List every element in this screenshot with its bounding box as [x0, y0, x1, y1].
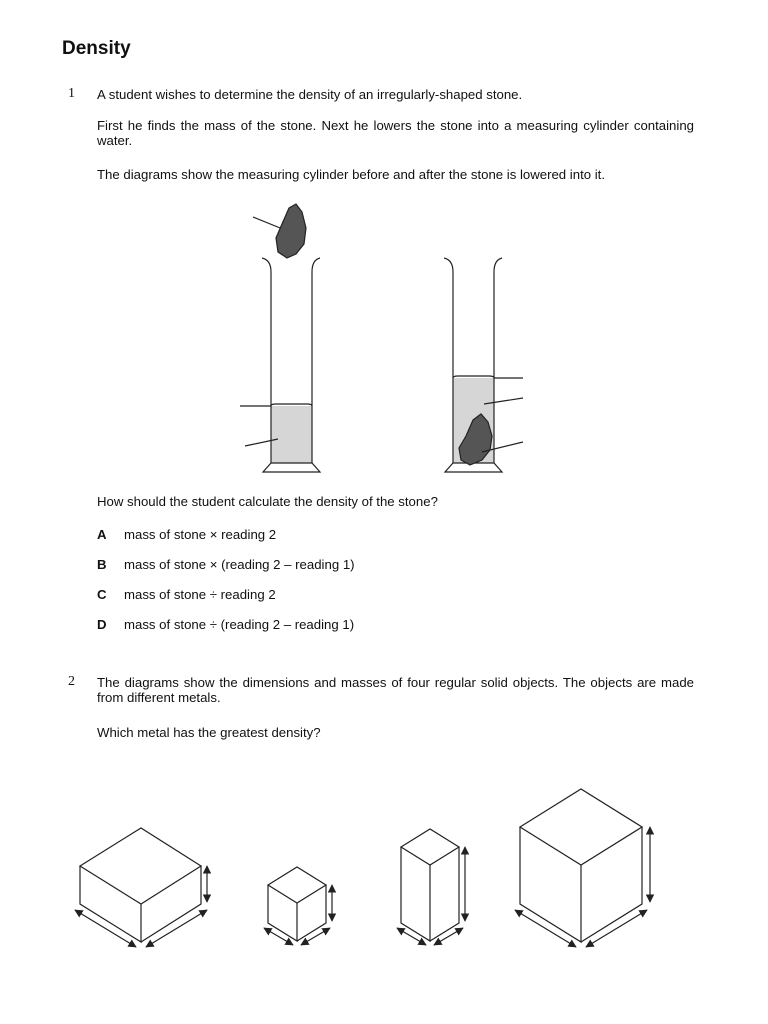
question-1-diagram-caption: The diagrams show the measuring cylinder before and after the stone is lowered into it.	[97, 167, 605, 182]
option-b-letter[interactable]: B	[97, 557, 107, 572]
question-2-intro: The diagrams show the dimensions and masses of four regular solid objects. The objects are made from different metals.	[97, 675, 694, 705]
option-c-text[interactable]: mass of stone ÷ reading 2	[124, 587, 276, 602]
solid-object-1	[75, 828, 207, 947]
option-a-text[interactable]: mass of stone × reading 2	[124, 527, 277, 542]
question-2-prompt: Which metal has the greatest density?	[97, 725, 321, 740]
question-1-method: First he finds the mass of the stone. Next he lowers the stone into a measuring cylinder containing water.	[97, 118, 694, 148]
question-1-prompt: How should the student calculate the density of the stone?	[97, 494, 438, 509]
option-b-text[interactable]: mass of stone × (reading 2 – reading 1)	[124, 557, 355, 572]
solid-object-3	[397, 829, 465, 945]
question-1-intro: A student wishes to determine the density of an irregularly-shaped stone.	[97, 87, 523, 102]
solid-object-4	[515, 789, 650, 947]
option-d-text[interactable]: mass of stone ÷ (reading 2 – reading 1)	[124, 617, 355, 632]
question-2-number: 2	[68, 674, 75, 689]
solid-object-2	[264, 867, 332, 945]
page-title: Density	[62, 38, 131, 59]
option-a-letter[interactable]: A	[97, 527, 107, 542]
question-1-number: 1	[68, 86, 75, 101]
option-c-letter[interactable]: C	[97, 587, 107, 602]
option-d-letter[interactable]: D	[97, 617, 107, 632]
